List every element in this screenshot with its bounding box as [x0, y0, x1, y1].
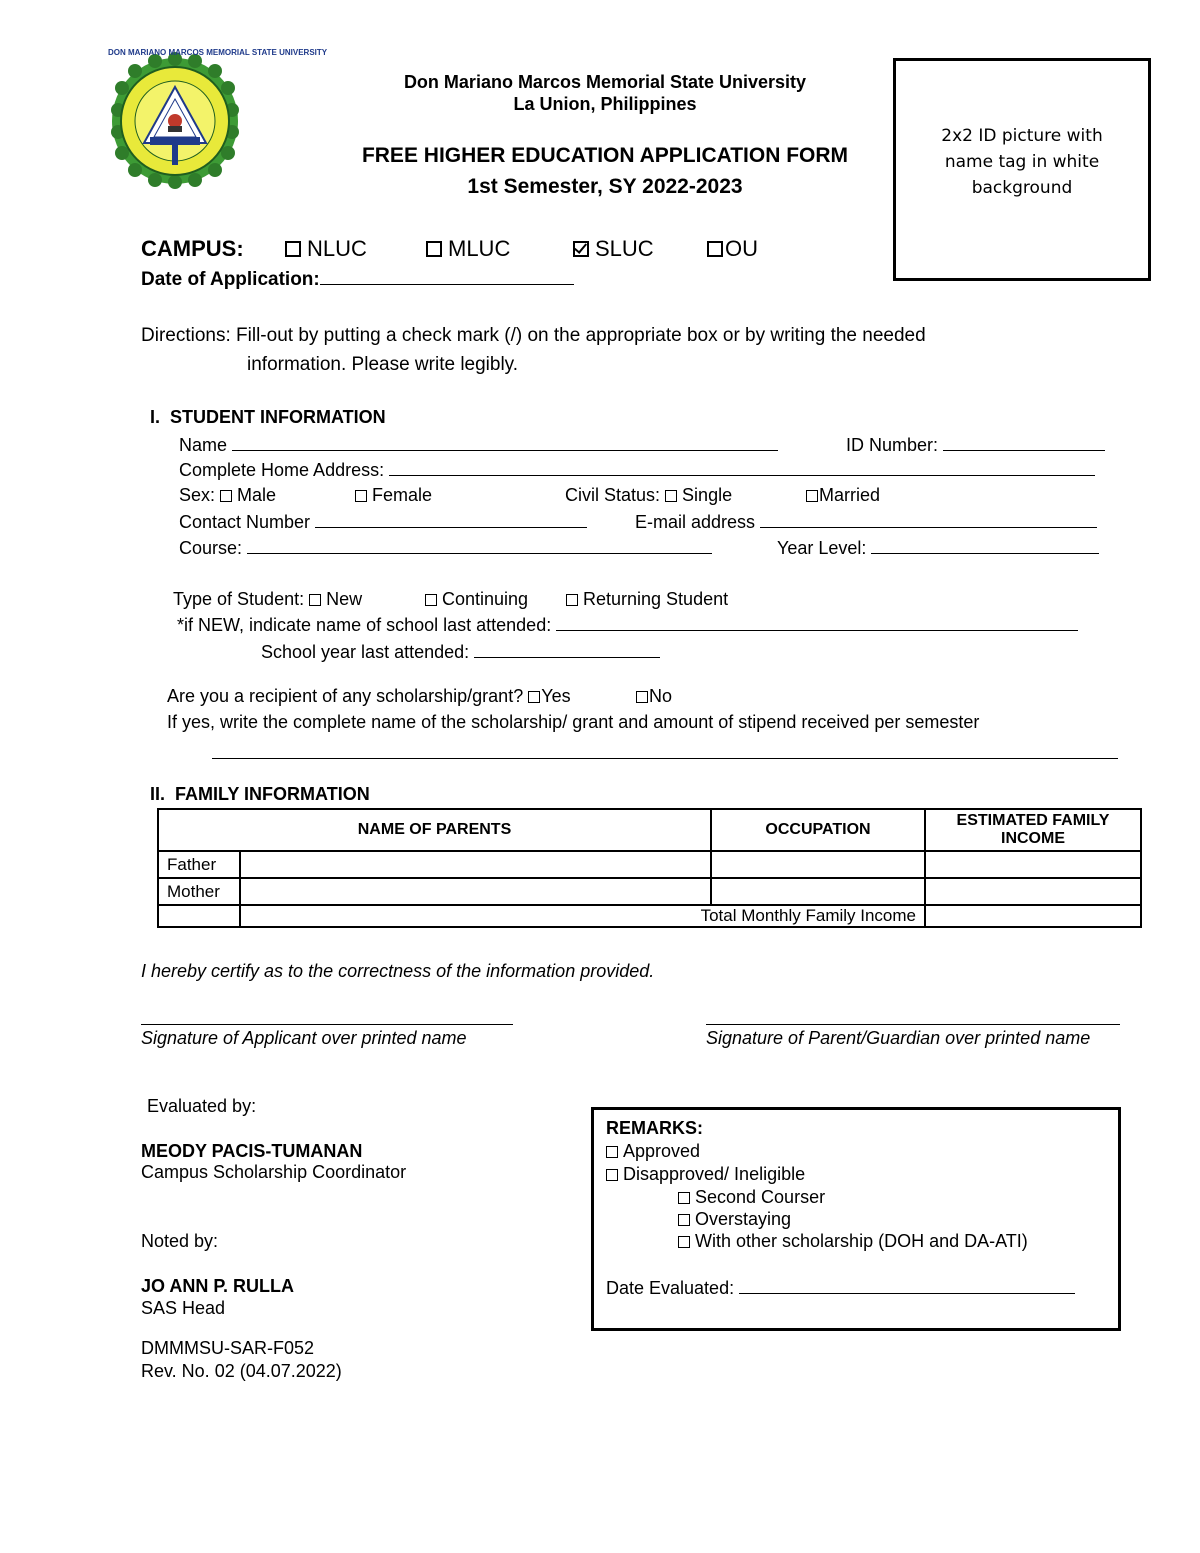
directions-line-2: information. Please write legibly. [247, 354, 519, 375]
campus-option-sluc[interactable] [573, 236, 654, 262]
scholarship-no-label: No [649, 686, 673, 706]
scholarship-yes-label: Yes [541, 686, 571, 706]
remarks-box [591, 1107, 1121, 1331]
overstaying-label: Overstaying [695, 1209, 792, 1229]
section-student-info-heading [150, 407, 386, 428]
male-label: Male [237, 485, 277, 505]
section-number-2: II. [150, 784, 166, 804]
university-seal-logo [108, 48, 328, 187]
returning-option[interactable] [566, 589, 728, 610]
date-of-application-field[interactable] [320, 268, 574, 285]
father-name-cell[interactable] [240, 851, 711, 878]
section-number: I. [150, 407, 161, 427]
other-scholarship-label: With other scholarship (DOH and DA-ATI) [695, 1231, 1028, 1251]
scholarship-no-option[interactable] [636, 686, 672, 707]
returning-label: Returning Student [583, 589, 729, 609]
certify-statement: I hereby certify as to the correctness of the information provided. [141, 961, 655, 981]
other-scholarship-option[interactable] [678, 1231, 1028, 1252]
father-income-cell[interactable] [925, 851, 1141, 878]
ou-checkbox[interactable] [707, 241, 723, 257]
course-row [179, 537, 712, 559]
evaluator-name: MEODY PACIS-TUMANAN [141, 1141, 363, 1161]
contact-field[interactable] [315, 511, 587, 528]
approved-label: Approved [623, 1141, 701, 1161]
address-label: Complete Home Address: [179, 460, 385, 480]
col-header-income-2: INCOME [1001, 830, 1065, 847]
student-type-row [173, 589, 362, 610]
returning-checkbox[interactable] [566, 594, 578, 606]
section-title-2: FAMILY INFORMATION [175, 784, 370, 804]
last-school-label: *if NEW, indicate name of school last attended: [177, 615, 552, 635]
col-header-income [925, 809, 1141, 851]
section-family-info-heading [150, 784, 370, 805]
col-header-parents: NAME OF PARENTS [158, 809, 711, 851]
family-info-table [157, 808, 1142, 928]
sluc-checkbox-checked[interactable] [573, 241, 589, 257]
year-level-row [777, 537, 1099, 559]
photo-box-line-1: 2x2 ID picture with [941, 126, 1103, 146]
ou-label: OU [725, 236, 758, 261]
male-checkbox[interactable] [220, 490, 232, 502]
table-row [158, 851, 1141, 878]
campus-option-nluc[interactable] [285, 236, 367, 262]
campus-row [141, 236, 244, 262]
id-photo-box[interactable] [893, 58, 1151, 281]
table-header-row [158, 809, 1141, 851]
second-courser-option[interactable] [678, 1187, 825, 1208]
applicant-signature-line[interactable] [141, 1024, 513, 1025]
contact-label: Contact Number [179, 512, 311, 532]
overstaying-option[interactable] [678, 1209, 791, 1230]
col-header-occupation: OCCUPATION [711, 809, 925, 851]
campus-label: CAMPUS: [141, 236, 244, 261]
directions-label: Directions: [141, 325, 231, 346]
approved-option[interactable] [606, 1141, 700, 1162]
evaluated-by-label: Evaluated by: [147, 1096, 257, 1116]
section-title: STUDENT INFORMATION [170, 407, 386, 427]
mluc-label: MLUC [448, 236, 511, 261]
female-label: Female [372, 485, 433, 505]
applicant-signature-label: Signature of Applicant over printed name [141, 1028, 467, 1048]
university-location: La Union, Philippines [513, 94, 697, 114]
scholarship-yes-checkbox[interactable] [528, 691, 540, 703]
evaluator-title: Campus Scholarship Coordinator [141, 1162, 407, 1182]
mother-income-cell[interactable] [925, 878, 1141, 905]
remarks-title: REMARKS: [606, 1118, 703, 1138]
disapproved-label: Disapproved/ Ineligible [623, 1164, 806, 1184]
noter-title: SAS Head [141, 1298, 226, 1318]
sex-label: Sex: [179, 485, 216, 505]
svg-text:DON MARIANO MARCOS MEMORIAL ST: DON MARIANO MARCOS MEMORIAL STATE UNIVERSITY [108, 48, 328, 57]
noter-name: JO ANN P. RULLA [141, 1276, 295, 1296]
nluc-checkbox[interactable] [285, 241, 301, 257]
id-number-label: ID Number: [846, 435, 939, 455]
total-income-label: Total Monthly Family Income [240, 905, 925, 927]
directions-text-1: Fill-out by putting a check mark (/) on the appropriate box or by writing the needed [236, 325, 926, 346]
scholarship-detail-text: If yes, write the complete name of the scholarship/ grant and amount of stipend received per semester [167, 712, 980, 732]
continuing-label: Continuing [442, 589, 529, 609]
female-option[interactable] [355, 485, 432, 506]
married-label: Married [819, 485, 881, 505]
civil-status-label: Civil Status: [565, 485, 661, 505]
revision-number: Rev. No. 02 (04.07.2022) [141, 1361, 342, 1381]
married-checkbox[interactable] [806, 490, 818, 502]
sluc-label: SLUC [595, 236, 654, 261]
date-of-application-label: Date of Application: [141, 269, 320, 290]
row-label-mother: Mother [158, 878, 240, 905]
photo-box-line-3: background [971, 178, 1073, 198]
scholarship-no-checkbox[interactable] [636, 691, 648, 703]
col-header-income-1: ESTIMATED FAMILY [956, 812, 1110, 829]
sex-row [179, 485, 276, 506]
civil-status-row [565, 485, 732, 506]
row-label-father: Father [158, 851, 240, 878]
mluc-checkbox[interactable] [426, 241, 442, 257]
new-label: New [326, 589, 363, 609]
school-year-label: School year last attended: [261, 642, 470, 662]
address-field[interactable] [389, 459, 1095, 476]
form-title: FREE HIGHER EDUCATION APPLICATION FORM [361, 144, 849, 167]
email-label: E-mail address [635, 512, 756, 532]
total-empty-cell [158, 905, 240, 927]
address-row [179, 459, 1095, 481]
married-option[interactable] [806, 485, 880, 506]
overstaying-checkbox[interactable] [678, 1214, 690, 1226]
scholarship-detail-field[interactable] [212, 758, 1118, 759]
continuing-checkbox[interactable] [425, 594, 437, 606]
contact-row [179, 511, 587, 533]
total-income-cell[interactable] [925, 905, 1141, 927]
table-row [158, 905, 1141, 927]
campus-option-ou[interactable] [707, 236, 758, 262]
id-number-field[interactable] [943, 434, 1105, 451]
second-courser-label: Second Courser [695, 1187, 826, 1207]
second-courser-checkbox[interactable] [678, 1192, 690, 1204]
date-evaluated-row [606, 1277, 1075, 1299]
semester-label: 1st Semester, SY 2022-2023 [467, 175, 743, 198]
single-checkbox[interactable] [665, 490, 677, 502]
table-row [158, 878, 1141, 905]
scholarship-question: Are you a recipient of any scholarship/grant? [167, 686, 524, 706]
name-field[interactable] [232, 434, 778, 451]
name-row [179, 434, 778, 456]
disapproved-checkbox[interactable] [606, 1169, 618, 1181]
directions-line-1 [141, 325, 926, 347]
last-school-row [177, 614, 1078, 636]
date-of-application [141, 268, 574, 291]
female-checkbox[interactable] [355, 490, 367, 502]
university-name: Don Mariano Marcos Memorial State University [403, 72, 807, 92]
parent-signature-label: Signature of Parent/Guardian over printed name [706, 1028, 1091, 1048]
school-year-field[interactable] [474, 641, 660, 658]
year-level-field[interactable] [871, 537, 1099, 554]
mother-occupation-cell[interactable] [711, 878, 925, 905]
last-school-field[interactable] [556, 614, 1078, 631]
name-label: Name [179, 435, 228, 455]
email-row [635, 511, 1097, 533]
parent-signature-line[interactable] [706, 1024, 1120, 1025]
scholarship-question-row [167, 686, 571, 707]
new-checkbox[interactable] [309, 594, 321, 606]
email-field[interactable] [760, 511, 1097, 528]
father-occupation-cell[interactable] [711, 851, 925, 878]
school-year-row [261, 641, 660, 663]
single-label: Single [682, 485, 733, 505]
campus-option-mluc[interactable] [426, 236, 510, 262]
course-field[interactable] [247, 537, 712, 554]
photo-box-line-2: name tag in white [944, 152, 1100, 172]
nluc-label: NLUC [307, 236, 367, 261]
id-number-row [846, 434, 1105, 456]
student-type-label: Type of Student: [173, 589, 305, 609]
date-evaluated-field[interactable] [739, 1277, 1075, 1294]
date-evaluated-label: Date Evaluated: [606, 1278, 735, 1298]
approved-checkbox[interactable] [606, 1146, 618, 1158]
document-code: DMMMSU-SAR-F052 [141, 1338, 315, 1358]
mother-name-cell[interactable] [240, 878, 711, 905]
disapproved-option[interactable] [606, 1164, 805, 1185]
continuing-option[interactable] [425, 589, 528, 610]
other-scholarship-checkbox[interactable] [678, 1236, 690, 1248]
year-level-label: Year Level: [777, 538, 867, 558]
course-label: Course: [179, 538, 243, 558]
noted-by-label: Noted by: [141, 1231, 219, 1251]
